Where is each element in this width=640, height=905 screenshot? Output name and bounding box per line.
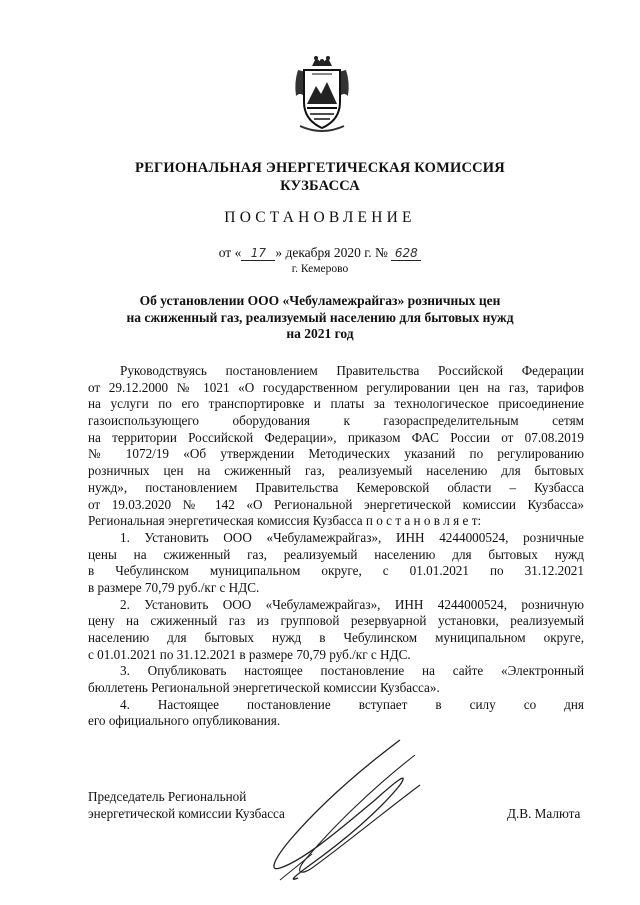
coat-of-arms-emblem — [290, 52, 354, 136]
date-middle: » декабря 2020 г. № — [275, 245, 388, 260]
body-line: бюллетень Региональной энергетической комиссии Кузбасса». — [88, 680, 440, 696]
signatory-title — [88, 788, 285, 822]
subject-line: Об установлении ООО «Чебуламежрайгаз» розничных цен — [139, 293, 501, 308]
body-line: Руководствуясь постановлением Правительства Российской Федерации — [120, 363, 584, 378]
body-line: в Чебулинском муниципальном округе, с 01.01.2021 по 31.12.2021 — [88, 563, 584, 579]
city: г. Кемерово — [291, 263, 349, 275]
body-line: с 01.01.2021 по 31.12.2021 в размере 70,79 руб./кг с НДС. — [88, 646, 411, 662]
body-line: на услуги по его транспортировке и платы за технологическое присоединение — [88, 396, 584, 412]
body-line: от 29.12.2000 № 1021 «О государственном регулировании цен на газ, тарифов — [88, 379, 584, 395]
date-line — [0, 245, 640, 261]
body-line: на территории Российской Федерации», приказом ФАС России от 07.08.2019 — [88, 429, 584, 445]
body-line: населению для бытовых нужд в Чебулинском муниципальном округе, — [88, 630, 584, 645]
body-line: 2. Установить ООО «Чебуламежрайгаз», ИНН 4244000524, розничную — [120, 596, 584, 612]
handwritten-number: 628 — [391, 247, 421, 261]
body-line: Региональная энергетическая комиссия Кузбасса п о с т а н о в л я е т: — [88, 513, 482, 529]
organization-name-line2: КУЗБАССА — [280, 178, 360, 194]
signatory-title-line: энергетической комиссии Кузбасса — [88, 806, 285, 821]
body-line: нужд», постановлением Правительства Кемеровской области – Кузбасса — [88, 479, 584, 495]
document-body — [88, 363, 584, 730]
body-line: от 19.03.2020 № 142 «О Региональной энергетической комиссии Кузбасса» — [88, 496, 584, 512]
body-line: в размере 70,79 руб./кг с НДС. — [88, 579, 260, 595]
handwritten-day: 17 — [241, 247, 275, 261]
body-line: газоиспользующего оборудования к газораспределительным сетям — [88, 413, 584, 429]
body-line: 4. Настоящее постановление вступает в силу со дня — [120, 696, 584, 712]
signatory-name: Д.В. Малюта — [507, 806, 581, 821]
body-line: 3. Опубликовать настоящее постановление на сайте «Электронный — [120, 663, 584, 679]
body-line: розничных цен на сжиженный газ, реализуемый населению для бытовых — [88, 463, 584, 479]
body-line: цены на сжиженный газ, реализуемый населению для бытовых нужд — [88, 546, 584, 562]
document-subject — [80, 293, 560, 343]
organization-name-line1: РЕГИОНАЛЬНАЯ ЭНЕРГЕТИЧЕСКАЯ КОМИССИЯ — [135, 160, 505, 176]
body-line: № 1072/19 «Об утверждении Методических указаний по регулированию — [88, 446, 584, 462]
body-line: 1. Установить ООО «Чебуламежрайгаз», ИНН 4244000524, розничные — [120, 529, 584, 545]
subject-line: на сжиженный газ, реализуемый населению для бытовых нужд — [126, 309, 514, 325]
body-line: его официального опубликования. — [88, 713, 281, 729]
signatory-title-line: Председатель Региональной — [88, 789, 247, 804]
document-type: ПОСТАНОВЛЕНИЕ — [224, 209, 416, 226]
subject-line: на 2021 год — [286, 326, 354, 341]
body-line: цену на сжиженный газ из групповой резервуарной установки, реализуемый — [88, 613, 584, 629]
date-prefix: от « — [218, 245, 242, 260]
